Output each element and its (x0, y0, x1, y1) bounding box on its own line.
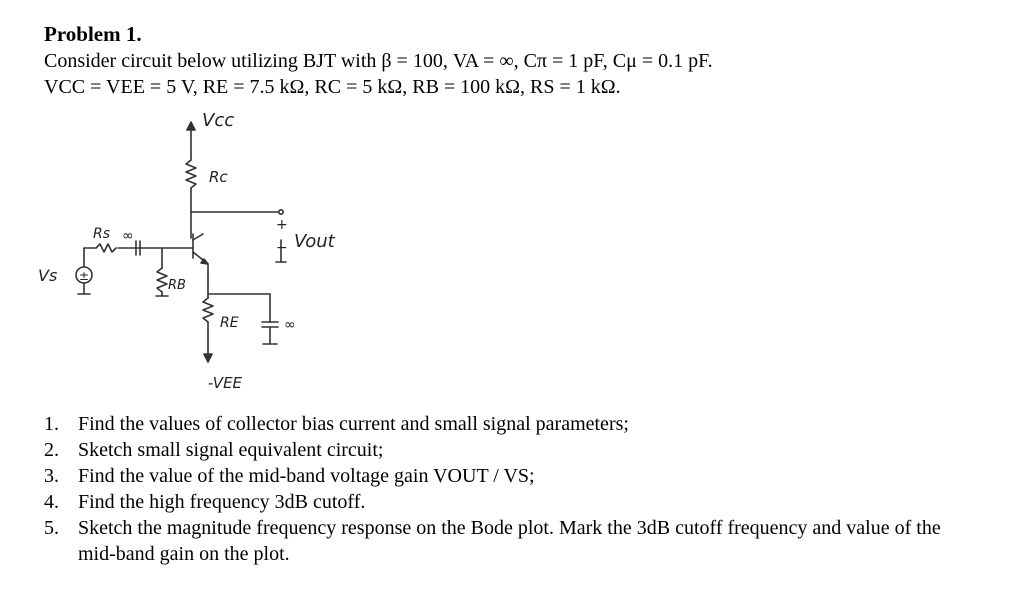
question-text: Find the value of the mid-band voltage gain VOUT / VS; (78, 465, 535, 487)
question-number: 5. (44, 517, 59, 539)
problem-title: Problem 1. (44, 22, 142, 46)
rs-label: Rs (93, 226, 111, 242)
problem-parameters-line-2: VCC = VEE = 5 V, RE = 7.5 kΩ, RC = 5 kΩ, RB = 100 kΩ, RS = 1 kΩ. (44, 76, 621, 98)
re-resistor (203, 298, 213, 322)
problem-parameters-line-1: Consider circuit below utilizing BJT with β = 100, VA = ∞, Cπ = 1 pF, Cμ = 0.1 pF. (44, 50, 713, 72)
circuit-diagram (38, 108, 356, 396)
rc-label: Rc (209, 168, 228, 186)
vs-label: Vs (38, 266, 58, 285)
rb-label: RB (168, 278, 186, 293)
question-text: Sketch the magnitude frequency response on the Bode plot. Mark the 3dB cutoff frequency and value of the mid-band gain on the plot. (78, 517, 941, 565)
question-number: 3. (44, 465, 59, 487)
question-text: Sketch small signal equivalent circuit; (78, 439, 384, 461)
question-text: Find the values of collector bias current and small signal parameters; (78, 413, 629, 435)
question-number: 4. (44, 491, 59, 513)
question-item (44, 489, 974, 515)
rs-resistor (96, 244, 116, 252)
rb-resistor (157, 268, 167, 292)
question-list (44, 411, 974, 567)
bjt-collector-lead (193, 234, 203, 240)
question-item (44, 463, 974, 489)
vcc-arrow (187, 122, 195, 130)
question-item (44, 411, 974, 437)
question-item (44, 437, 974, 463)
question-number: 1. (44, 413, 59, 435)
output-plus-sign: + (276, 217, 288, 233)
question-number: 2. (44, 439, 59, 461)
output-minus-sign: − (276, 240, 288, 256)
vee-label: -VEE (208, 374, 243, 392)
vs-source-sign: ± (79, 269, 90, 283)
rc-resistor (186, 160, 196, 188)
vee-arrow (204, 354, 212, 362)
vcc-label: Vcc (202, 110, 235, 131)
cap-in-label: ∞ (122, 228, 134, 244)
question-text: Find the high frequency 3dB cutoff. (78, 491, 366, 513)
vout-label: Vout (294, 231, 335, 252)
re-label: RE (220, 315, 239, 331)
output-terminal-top (279, 210, 283, 214)
question-item (44, 515, 974, 567)
cap-e-label: ∞ (284, 317, 296, 333)
